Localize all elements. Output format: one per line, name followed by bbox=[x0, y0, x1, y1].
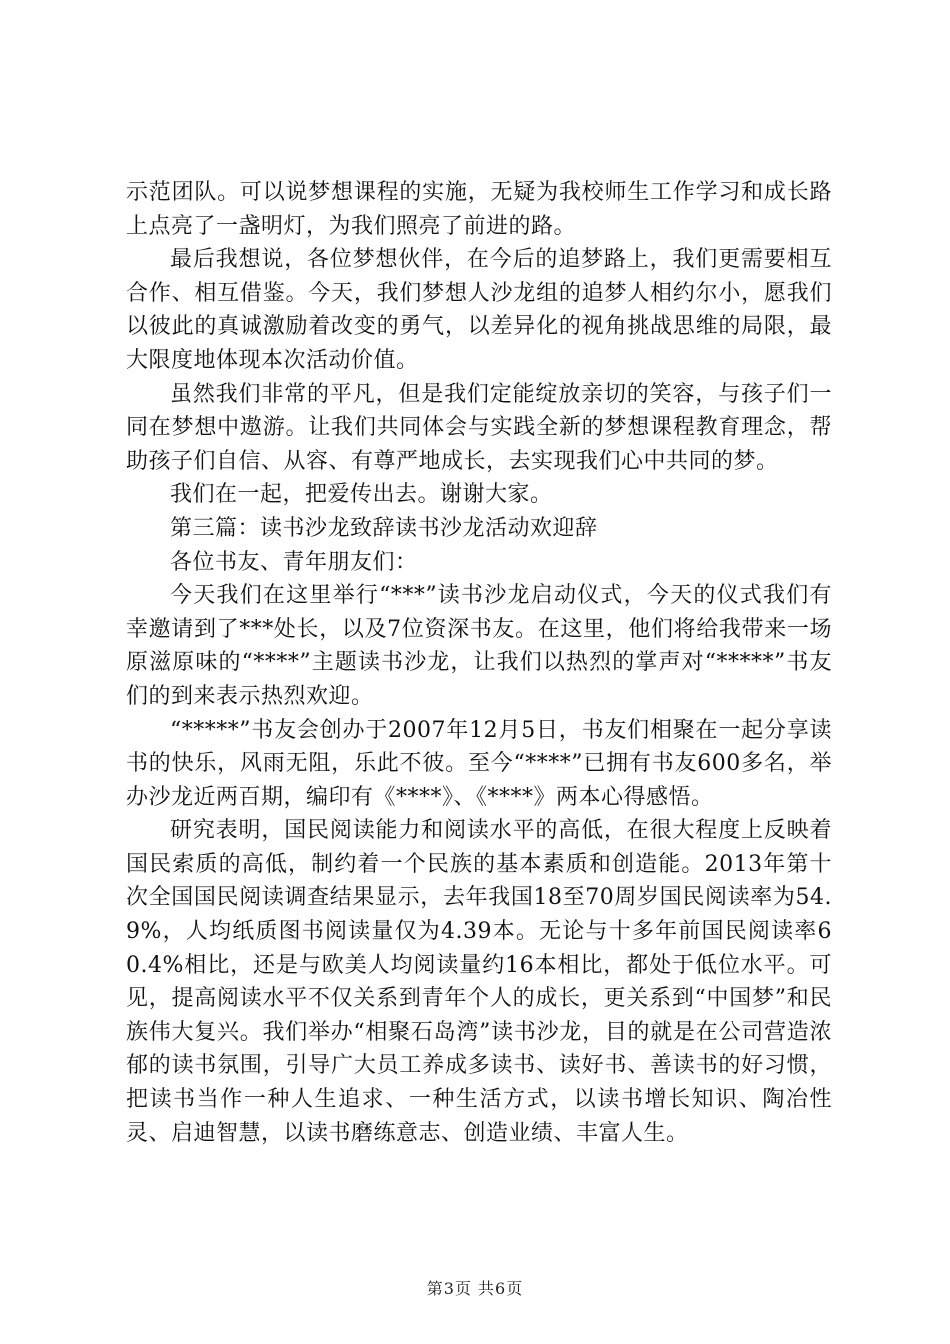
paragraph-continuation: 示范团队。可以说梦想课程的实施，无疑为我校师生工作学习和成长路上点亮了一盏明灯，为我们照亮了前进的路。 bbox=[126, 180, 832, 239]
paragraph-club-history: “*****”书友会创办于2007年12月5日，书友们相聚在一起分享读书的快乐，风雨无阻，乐此不彼。至今“****”已拥有书友600多名，举办沙龙近两百期，编印有《****》、《****》两本心得感悟。 bbox=[126, 717, 832, 810]
paragraph-closing-remarks: 最后我想说，各位梦想伙伴，在今后的追梦路上，我们更需要相互合作、相互借鉴。今天，我们梦想人沙龙组的追梦人相约尔小，愿我们以彼此的真诚激励着改变的勇气，以差异化的视角挑战思维的局限，最大限度地体现本次活动价值。 bbox=[126, 247, 832, 373]
document-body bbox=[126, 176, 832, 1150]
paragraph-opening-ceremony: 今天我们在这里举行“***”读书沙龙启动仪式，今天的仪式我们有幸邀请到了***处长，以及7位资深书友。在这里，他们将给我带来一场原滋原味的“****”主题读书沙龙，让我们以热烈的掌声对“*****”书友们的到来表示热烈欢迎。 bbox=[126, 583, 832, 709]
section-heading: 第三篇：读书沙龙致辞读书沙龙活动欢迎辞 bbox=[170, 515, 598, 541]
paragraph-dream-together: 虽然我们非常的平凡，但是我们定能绽放亲切的笑容，与孩子们一同在梦想中遨游。让我们共同体会与实践全新的梦想课程教育理念，帮助孩子们自信、从容、有尊严地成长，去实现我们心中共同的梦。 bbox=[126, 381, 832, 474]
page-number-footer: 第3页 共6页 bbox=[426, 1279, 524, 1298]
paragraph-thanks: 我们在一起，把爱传出去。谢谢大家。 bbox=[170, 482, 553, 508]
paragraph-reading-research: 研究表明，国民阅读能力和阅读水平的高低，在很大程度上反映着国民索质的高低，制约着一个民族的基本素质和创造能。2013年第十次全国国民阅读调查结果显示，去年我国18至70周岁国民阅读率为54.9%，人均纸质图书阅读量仅为4.39本。无论与十多年前国民阅读率60.4%相比，还是与欧美人均阅读量约16本相比，都处于低位水平。可见，提高阅读水平不仅关系到青年个人的成长，更关系到“中国梦”和民族伟大复兴。我们举办“相聚石岛湾”读书沙龙，目的就是在公司营造浓郁的读书氛围，引导广大员工养成多读书、读好书、善读书的好习惯，把读书当作一种人生追求、一种生活方式，以读书增长知识、陶冶性灵、启迪智慧，以读书磨练意志、创造业绩、丰富人生。 bbox=[126, 818, 832, 1146]
salutation: 各位书友、青年朋友们： bbox=[170, 549, 418, 575]
